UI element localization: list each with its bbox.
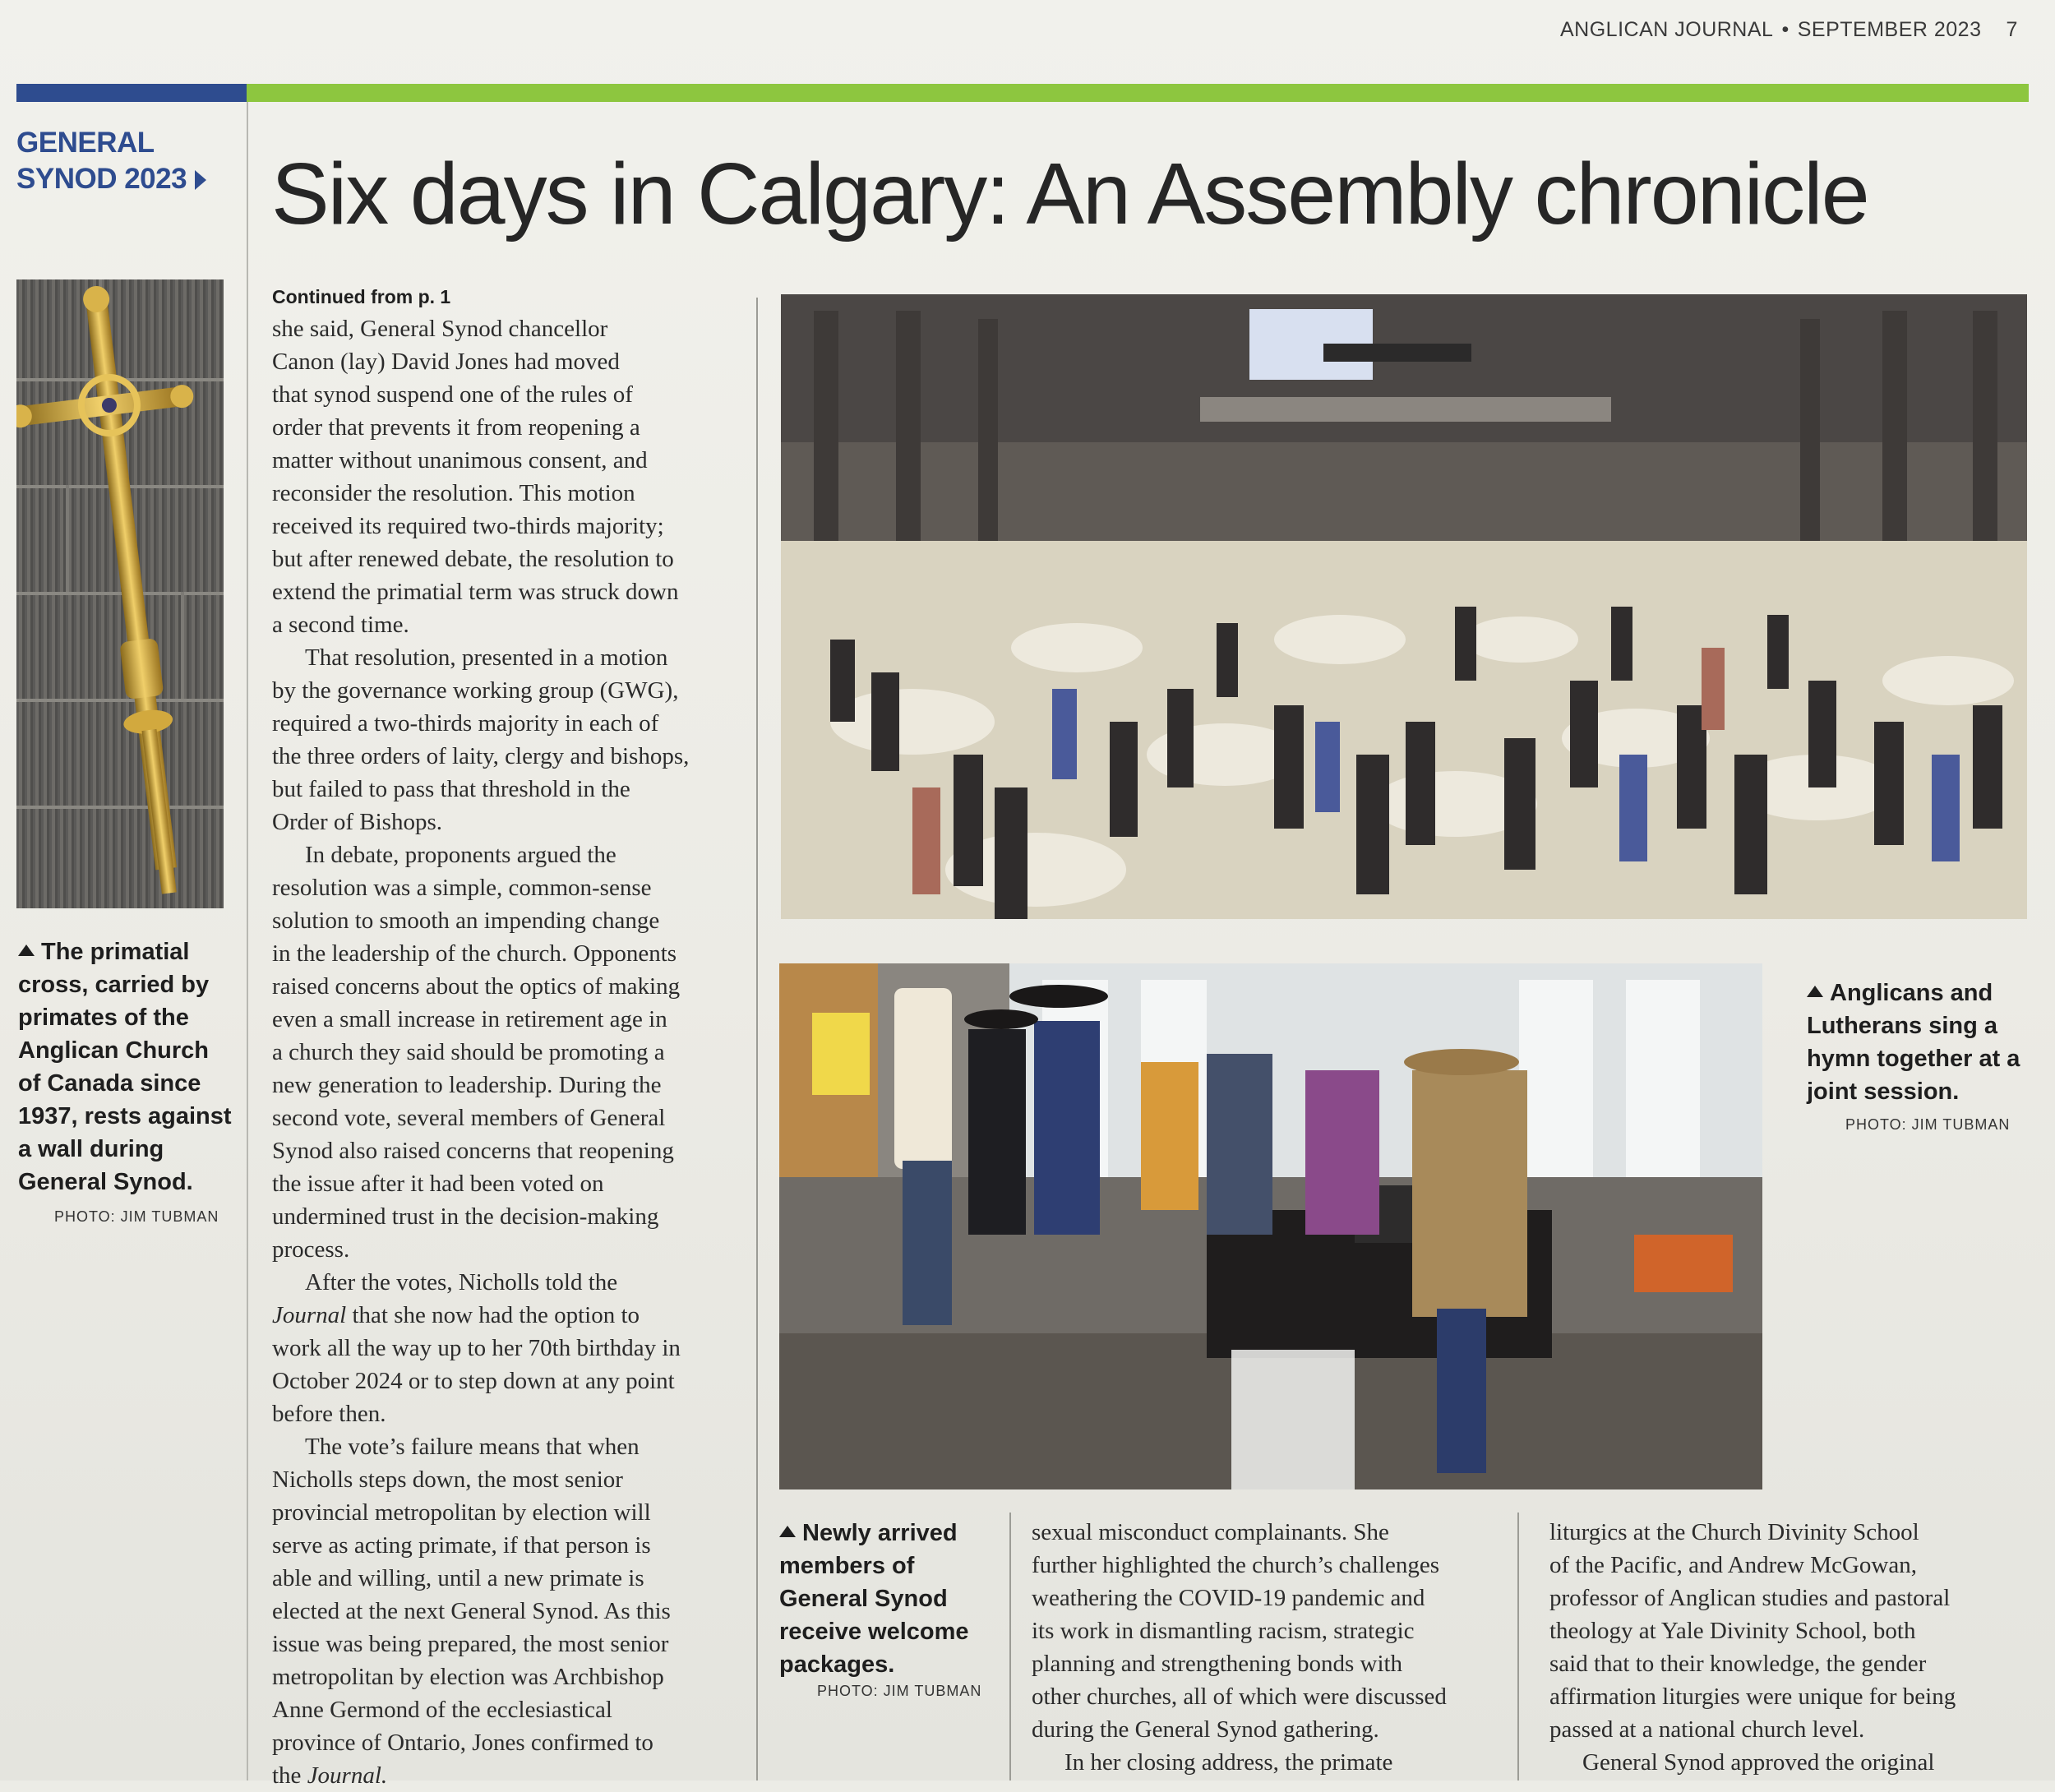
paragraph-5: The vote’s failure means that when Nicholls steps down, the most senior provincial metropolitan by election will serve as acting primate, if that person is able and willing, until a new primate is elected at the next General Synod. As this issue was being prepared, the most senior metropolitan by election was Archbishop Anne Germond of the ecclesiastical province of Ontario, Jones confirmed to the Journal. [272,1434,671,1789]
col3-paragraph-2: General Synod approved the original [1582,1749,1935,1776]
column-divider-b1 [1009,1513,1011,1780]
header-separator: • [1781,18,1789,41]
col3-paragraph-1: liturgics at the Church Divinity School of the Pacific, and Andrew McGowan, professor of Anglican studies and pastoral theology at Yale Divinity School, both said that to their knowledge, the gender affirmation liturgies were unique for being passed at a national church level. [1549,1519,1956,1743]
paragraph-1: she said, General Synod chancellor Canon (lay) David Jones had moved that synod suspend one of the rules of order that prevents it from reopening a matter without unanimous consent, and reconsider the resolution. This motion received its required two-thirds majority; but after renewed debate, the resolution to extend the primatial term was struck down a second time. [272,316,679,638]
welcome-caption: Newly arrived members of General Synod receive welcome packages. [779,1520,969,1678]
section-label-line2: SYNOD 2023 [16,163,187,195]
section-label-line1: GENERAL [16,127,155,159]
body-column-2 [1032,1516,1508,1779]
welcome-photo [779,963,1762,1489]
paragraph-4: After the votes, Nicholls told the Journal that she now had the option to work all the way up to her 70th birthday in October 2024 or to step down at any point before then. [272,1269,681,1427]
triangle-right-icon [195,170,206,190]
hymn-photo-graphic [781,294,2027,919]
paragraph-3: In debate, proponents argued the resolution was a simple, common-sense solution to smooth an impending change in the leadership of the church. Opponents raised concerns about the optics of making even a small increase in retirement age in a church they said should be promoting a new generation to leadership. During the second vote, several members of General Synod also raised concerns that reopening the issue after it had been voted on undermined trust in the decision-making process. [272,842,681,1263]
triangle-up-icon [18,944,35,956]
column-divider [756,298,758,1780]
publication-name: ANGLICAN JOURNAL [1560,18,1774,41]
triangle-up-icon [779,1526,796,1537]
cross-photo [16,279,224,908]
paragraph-2: That resolution, presented in a motion by the governance working group (GWG), required a two-thirds majority in each of the three orders of laity, clergy and bishops, but failed to pass that threshold in the Order of Bishops. [272,644,690,835]
triangle-up-icon [1807,986,1823,997]
welcome-photo-credit: PHOTO: JIM TUBMAN [817,1683,982,1699]
body-column-1 [272,312,741,1792]
issue-date: SEPTEMBER 2023 [1797,18,1982,41]
cross-caption: The primatial cross, carried by primates of the Anglican Church of Canada since 1937, rests against a wall during General Synod. [18,939,232,1195]
running-head [1560,18,2037,51]
headline: Six days in Calgary: An Assembly chronicle [271,145,1868,242]
col2-paragraph-2: In her closing address, the primate [1064,1749,1393,1776]
column-divider-b2 [1517,1513,1519,1780]
page-number: 7 [2006,18,2018,41]
primatial-cross-graphic [16,279,224,908]
section-rule-green [247,84,2029,102]
section-rule-blue [16,84,247,102]
section-label [16,125,230,197]
hymn-caption: Anglicans and Lutherans sing a hymn together at a joint session. [1807,980,2020,1105]
welcome-photo-graphic [779,963,1762,1489]
hymn-photo-credit: PHOTO: JIM TUBMAN [1845,1116,2011,1133]
rail-divider [247,102,248,1780]
hymn-photo [781,294,2027,919]
cross-photo-credit: PHOTO: JIM TUBMAN [54,1208,219,1225]
col2-paragraph-1: sexual misconduct complainants. She further highlighted the church’s challenges weathering the COVID-19 pandemic and its work in dismantling racism, strategic planning and strengthening bonds with other churches, all of which were discussed during the General Synod gathering. [1032,1519,1447,1743]
body-column-3 [1549,1516,2034,1779]
continued-from: Continued from p. 1 [272,286,451,307]
